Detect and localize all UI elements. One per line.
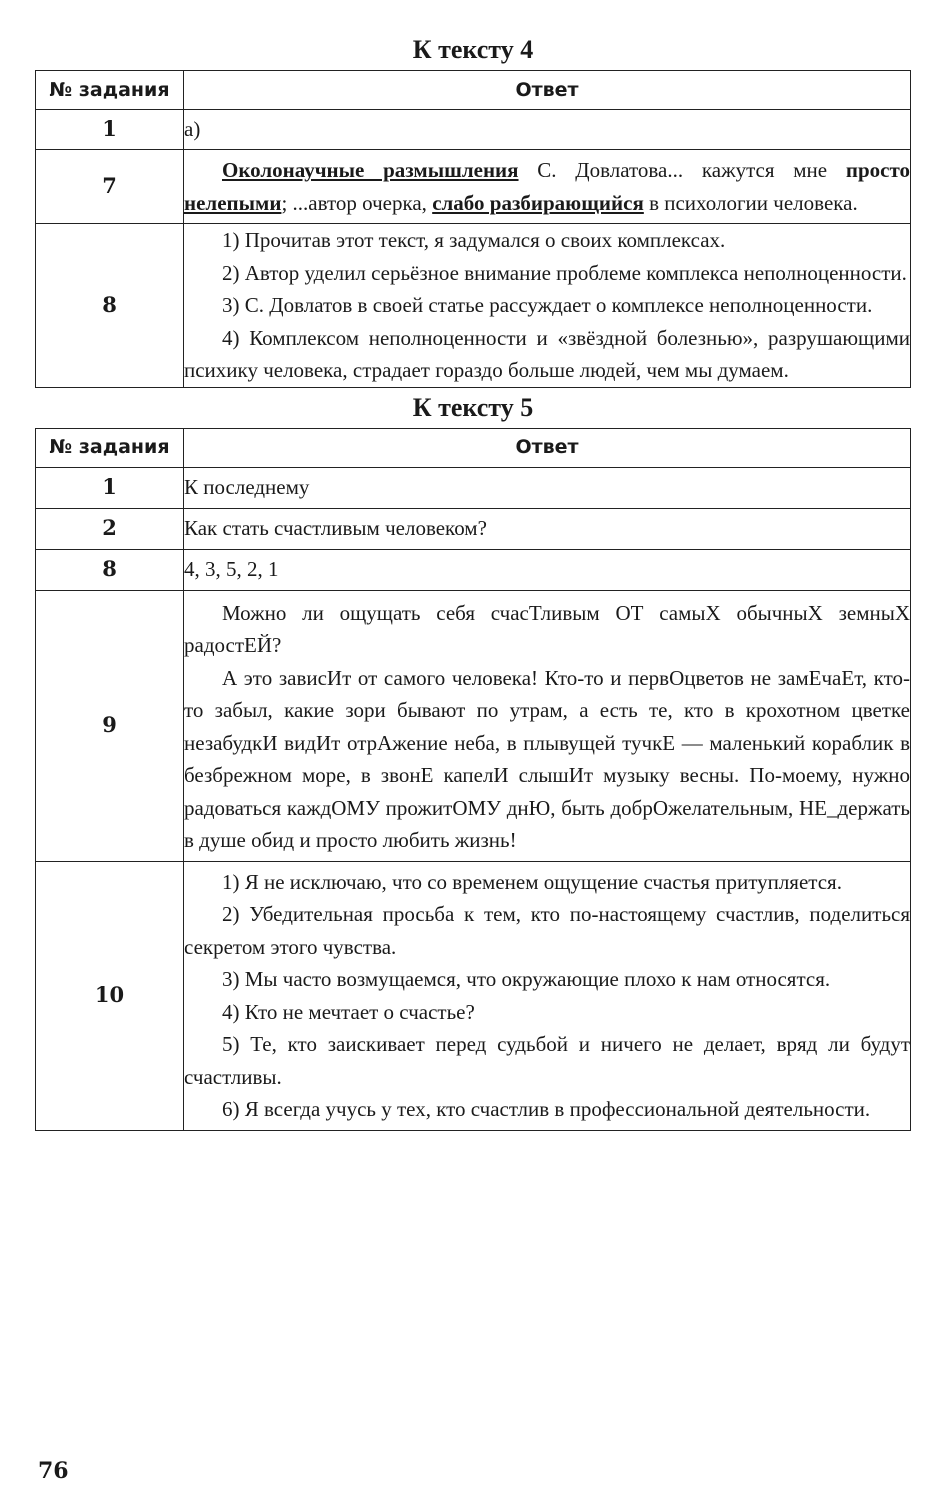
header-task-number: № задания [36,428,184,467]
table-row [36,549,911,590]
table-row [36,861,911,1130]
answer-item: 1) Я не исключаю, что со временем ощущение счастья притупляется. [222,869,842,894]
answer-item: 3) Мы часто возмущаемся, что окружающие плохо к нам относятся. [222,967,831,991]
answer-text: 4, 3, 5, 2, 1 [184,549,911,590]
task-number: 8 [36,549,184,590]
table-header-row [36,428,911,467]
answer-text: а) [184,110,911,150]
task-number: 2 [36,508,184,549]
answers-table-text-5 [35,428,911,1131]
answer-item: 5) Те, кто заискивает перед судьбой и ничего не делает, вряд ли будут счастливы. [184,1032,910,1089]
table-header-row [36,71,911,110]
answer-text [184,150,911,224]
text-fragment: С. Довлатова... кажутся мне [518,158,846,182]
answer-item: 2) Убедительная просьба к тем, кто по-настоящему счастлив, поделиться секретом этого чувства. [184,902,910,959]
table-row [36,224,911,388]
task-number: 9 [36,590,184,861]
task-number: 10 [36,861,184,1130]
task-number: 1 [36,110,184,150]
answer-text: Как стать счастливым человеком? [184,508,911,549]
bold-word: просто [845,158,910,182]
page-number: 76 [38,1458,69,1484]
answer-item: 1) Прочитав этот текст, я задумался о своих комплексах. [222,228,726,252]
answer-text: К последнему [184,467,911,508]
table-row [36,110,911,150]
answer-item: 6) Я всегда учусь у тех, кто счастлив в профессиональной деятельности. [222,1097,871,1121]
answer-item: 4) Комплексом неполноценности и «звёздной болезнью», разрушающими психику человека, страдает гораздо больше людей, чем мы думаем. [184,325,910,382]
answer-text [184,590,911,861]
answer-text [184,224,911,388]
answer-item: 2) Автор уделил серьёзное внимание проблеме комплекса неполноценности. [222,260,907,285]
answer-text [184,861,911,1130]
answer-paragraph: А это зависИт от самого человека! Кто-то и первОцветов не замЕчаЕт, кто-то забыл, какие зори бывают по утрам, а есть те, кто в крохотном цветке незабудкИ видИт отрАжение неба, в плывущей тучкЕ — маленький кораблик в безбрежном море, в звонЕ капелИ слышИт музыку весны. По-моему, нужно радоваться каждОМУ прожитОМУ днЮ, быть добрОжелательным, НЕ_держать в душе обид и просто любить жизнь! [184,665,910,852]
answer-paragraph [184,154,910,219]
underlined-word: нелепыми [184,190,282,215]
section-title-text-4: К тексту 4 [412,35,534,64]
table-row [36,467,911,508]
task-number: 7 [36,150,184,224]
page [35,30,911,1131]
task-number: 8 [36,224,184,388]
section-title-text-5: К тексту 5 [412,392,534,422]
header-answer: Ответ [184,428,911,467]
table-row [36,508,911,549]
table-row [36,590,911,861]
table-row [36,150,911,224]
answer-item: 3) С. Довлатов в своей статье рассуждает о комплексе неполноценности. [222,293,873,317]
answer-item: 4) Кто не мечтает о счастье? [222,999,475,1024]
underlined-phrase: слабо разбирающийся [432,190,644,215]
text-fragment: ; ...автор очерка, [281,190,433,215]
header-task-number: № задания [36,71,184,110]
header-answer: Ответ [184,71,911,110]
answer-paragraph: Можно ли ощущать себя счасТливым ОТ самыХ обычныХ земныХ радостЕЙ? [184,600,910,657]
task-number: 1 [36,467,184,508]
underlined-phrase: Околонаучные размышления [222,158,519,182]
answers-table-text-4 [35,70,911,388]
text-fragment: в психологии человека. [643,190,858,215]
